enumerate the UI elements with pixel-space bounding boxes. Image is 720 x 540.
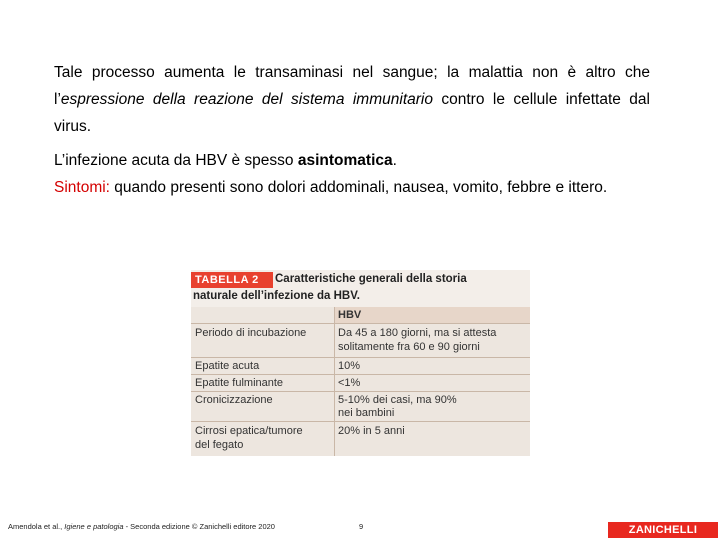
paragraph-italic-text: espressione della reazione del sistema immunitario	[60, 91, 433, 108]
paragraph-text: L’infezione acuta da HBV è spesso	[54, 152, 298, 169]
column-divider	[334, 307, 335, 456]
zanichelli-logo: ZANICHELLI	[608, 522, 718, 538]
paragraph-text: .	[392, 152, 397, 169]
sintomi-label: Sintomi:	[54, 179, 110, 196]
table-caption: Caratteristiche generali della storia	[275, 273, 467, 285]
paragraph-transaminasi	[54, 59, 650, 140]
table-badge: TABELLA 2	[191, 272, 273, 288]
footer-authors: Amendola et al.,	[8, 522, 65, 531]
table-body	[191, 307, 530, 456]
row-value-cronicizzazione: nei bambini	[338, 407, 395, 419]
row-label-cirrosi: Cirrosi epatica/tumore	[195, 425, 303, 437]
row-divider	[191, 374, 530, 375]
column-header-cell	[334, 307, 530, 323]
row-label-epatite-acuta: Epatite acuta	[195, 360, 260, 372]
row-value-incubazione: Da 45 a 180 giorni, ma si attesta	[338, 327, 497, 339]
row-value-incubazione: solitamente fra 60 e 90 giorni	[338, 341, 480, 353]
table-figure	[191, 270, 530, 456]
row-label-epatite-fulminante: Epatite fulminante	[195, 377, 284, 389]
row-value-epatite-fulminante: <1%	[338, 377, 361, 389]
row-divider	[191, 421, 530, 422]
footer-source	[8, 522, 275, 531]
page-number: 9	[359, 522, 364, 531]
row-value-epatite-acuta: 10%	[338, 360, 361, 372]
table-header	[191, 270, 530, 307]
footer-edition: - Seconda edizione © Zanichelli editore 2020	[123, 522, 275, 531]
row-label-cirrosi: del fegato	[195, 439, 244, 451]
footer-book-title: Igiene e patologia	[64, 522, 124, 531]
table-caption: naturale dell’infezione da HBV.	[193, 290, 361, 302]
paragraph-text: Tale processo aumenta le transaminasi nel sangue; la malattia non è altro che l’	[54, 64, 650, 108]
paragraph-sintomi	[54, 174, 650, 201]
paragraph-infezione-acuta	[54, 147, 650, 174]
row-value-cronicizzazione: 5-10% dei casi, ma 90%	[338, 394, 457, 406]
paragraph-text: contro le cellule infettate dal virus.	[54, 91, 650, 135]
row-divider	[191, 323, 530, 324]
row-divider	[191, 357, 530, 358]
row-label-incubazione: Periodo di incubazione	[195, 327, 307, 339]
paragraph-text: quando presenti sono dolori addominali, nausea, vomito, febbre e ittero.	[110, 179, 608, 196]
row-value-cirrosi: 20% in 5 anni	[338, 425, 405, 437]
paragraph-bold-text: asintomatica	[297, 152, 393, 169]
row-label-cronicizzazione: Cronicizzazione	[195, 394, 273, 406]
column-header: HBV	[338, 309, 362, 321]
row-divider	[191, 391, 530, 392]
